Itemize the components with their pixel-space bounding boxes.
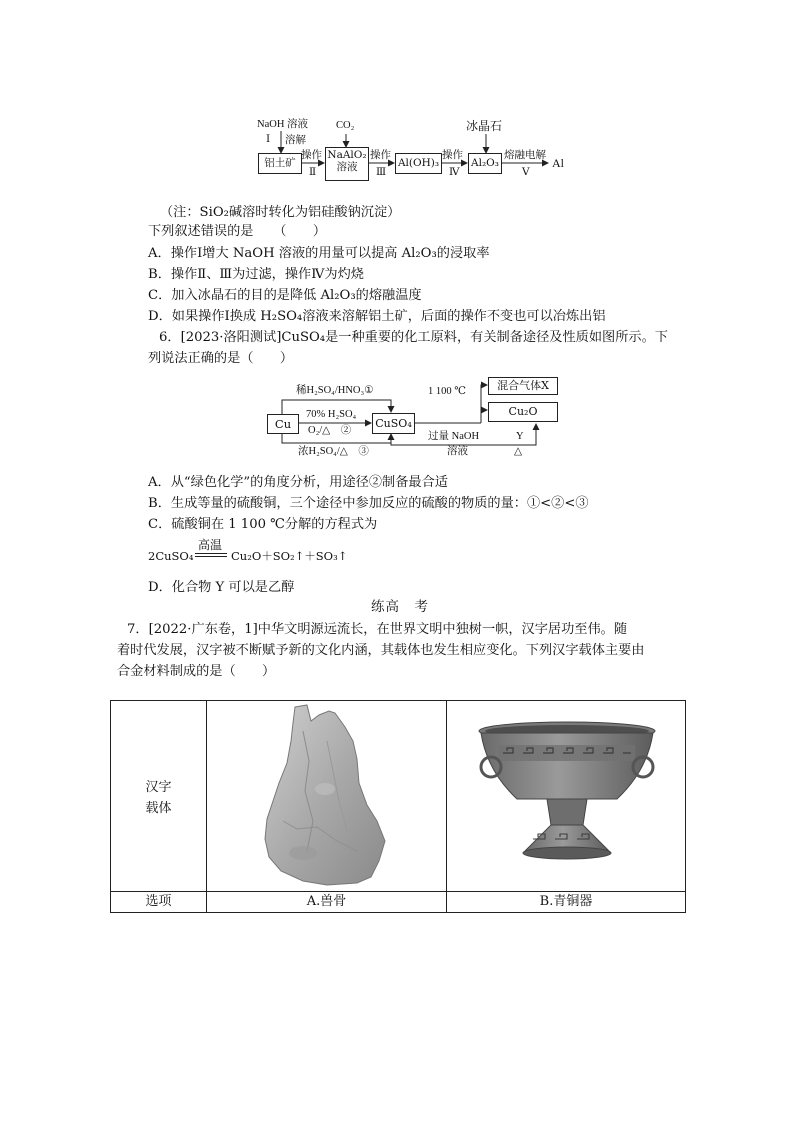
box-naalo2-solution: 溶液	[336, 161, 358, 173]
op-iii-roman: Ⅲ	[376, 167, 387, 178]
op-iv-label: 操作	[442, 150, 463, 161]
eq-condition: 高温	[198, 538, 223, 552]
box-naalo2-formula: NaAlO₂	[327, 149, 367, 161]
carrier-table	[110, 700, 686, 913]
option-a-cell: A.兽骨	[207, 892, 447, 913]
q5-option-c: C．加入冰晶石的目的是降低 Al₂O₃的熔融温度	[148, 288, 422, 303]
op-iv-roman: Ⅳ	[449, 167, 460, 178]
q6-option-a: A．从“绿色化学”的角度分析，用途径②制备最合适	[148, 475, 448, 490]
eq-arrow-line-bottom	[195, 556, 227, 557]
q5-option-b: B．操作Ⅱ、Ⅲ为过滤，操作Ⅳ为灼烧	[148, 267, 364, 282]
op-v-roman: Ⅴ	[522, 167, 530, 178]
q6-stem-line1: 6．[2023·洛阳测试]CuSO₄是一种重要的化工原料，有关制备途径及性质如图所示。下	[159, 330, 668, 345]
route2-top-label: 70% H₂SO₄	[306, 409, 357, 420]
co2-label: CO₂	[336, 120, 355, 131]
q6-option-d: D．化合物 Y 可以是乙醇	[148, 580, 295, 595]
product-al: Al	[552, 156, 564, 170]
melt-electrolysis-label: 熔融电解	[504, 150, 546, 161]
temp-label: 1 100 ℃	[428, 386, 466, 397]
eq-right: Cu₂O＋SO₂↑＋SO₃↑	[231, 549, 348, 563]
carrier-header-cell	[111, 701, 207, 892]
q5-option-d: D．如果操作Ⅰ换成 H₂SO₄溶液来溶解铝土矿，后面的操作不变也可以冶炼出铝	[148, 309, 606, 324]
q7-line1: 7．[2022·广东卷，1]中华文明源远流长，在世界文明中独树一帜，汉字居功至伟。随	[127, 622, 628, 637]
op-iii-label: 操作	[370, 150, 391, 161]
q7-line3: 合金材料制成的是（ ）	[117, 664, 276, 679]
carrier-header-line1: 汉字	[145, 780, 172, 795]
dissolve-label: 溶解	[285, 135, 306, 146]
naoh-label: NaOH 溶液	[257, 119, 309, 130]
box-cuso4: CuSO₄	[372, 413, 415, 434]
carrier-header-line2: 载体	[145, 801, 172, 816]
step-i-label: Ⅰ	[266, 134, 271, 145]
naoh-excess-label: 过量 NaOH	[428, 431, 480, 442]
q6-option-b: B．生成等量的硫酸铜，三个途径中参加反应的硫酸的物质的量：①<②<③	[148, 496, 589, 511]
eq-arrow-line-top	[195, 553, 227, 554]
cuso4-diagram-arrows	[0, 0, 794, 470]
q7-line2: 着时代发展，汉字被不断赋予新的文化内涵，其载体也发生相应变化。下列汉字载体主要由	[117, 643, 645, 658]
section-title: 练高 考	[371, 599, 429, 615]
bronze-vessel-image	[447, 701, 686, 887]
naoh-solution-label: 溶液	[447, 446, 468, 457]
q6-stem-line2: 列说法正确的是（ ）	[148, 351, 294, 366]
q6-option-c: C．硫酸铜在 1 100 ℃分解的方程式为	[148, 517, 378, 532]
box-cu2o: Cu₂O	[488, 402, 558, 422]
box-gas-x: 混合气体X	[488, 377, 558, 395]
option-b-cell: B.青铜器	[447, 892, 686, 913]
option-row-header: 选项	[111, 892, 207, 913]
y-label: Y	[516, 431, 524, 442]
route2-bottom-label: O₂/△ ②	[308, 425, 352, 436]
q5-stem: 下列叙述错误的是 （ ）	[148, 224, 327, 239]
op-ii-roman: Ⅱ	[309, 167, 317, 178]
animal-bone-image	[207, 701, 447, 887]
box-bauxite: 铝土矿	[258, 153, 302, 174]
op-ii-label: 操作	[301, 150, 322, 161]
q5-option-a: A．操作Ⅰ增大 NaOH 溶液的用量可以提高 Al₂O₃的浸取率	[148, 246, 490, 261]
animal-bone-image-cell	[207, 701, 447, 892]
box-cu: Cu	[267, 414, 299, 434]
bronze-vessel-image-cell	[447, 701, 686, 892]
route3-label: 浓H₂SO₄/△ ③	[298, 446, 369, 457]
heat-label: △	[514, 446, 523, 457]
eq-left: 2CuSO₄	[148, 549, 194, 563]
q5-note: （注：SiO₂碱溶时转化为铝硅酸钠沉淀）	[160, 205, 401, 220]
ice-stone-label: 冰晶石	[466, 119, 503, 133]
route1-label: 稀H₂SO₄/HNO₃①	[296, 385, 374, 396]
box-al2o3: Al₂O₃	[468, 153, 502, 174]
box-aloh3: Al(OH)₃	[395, 153, 442, 174]
